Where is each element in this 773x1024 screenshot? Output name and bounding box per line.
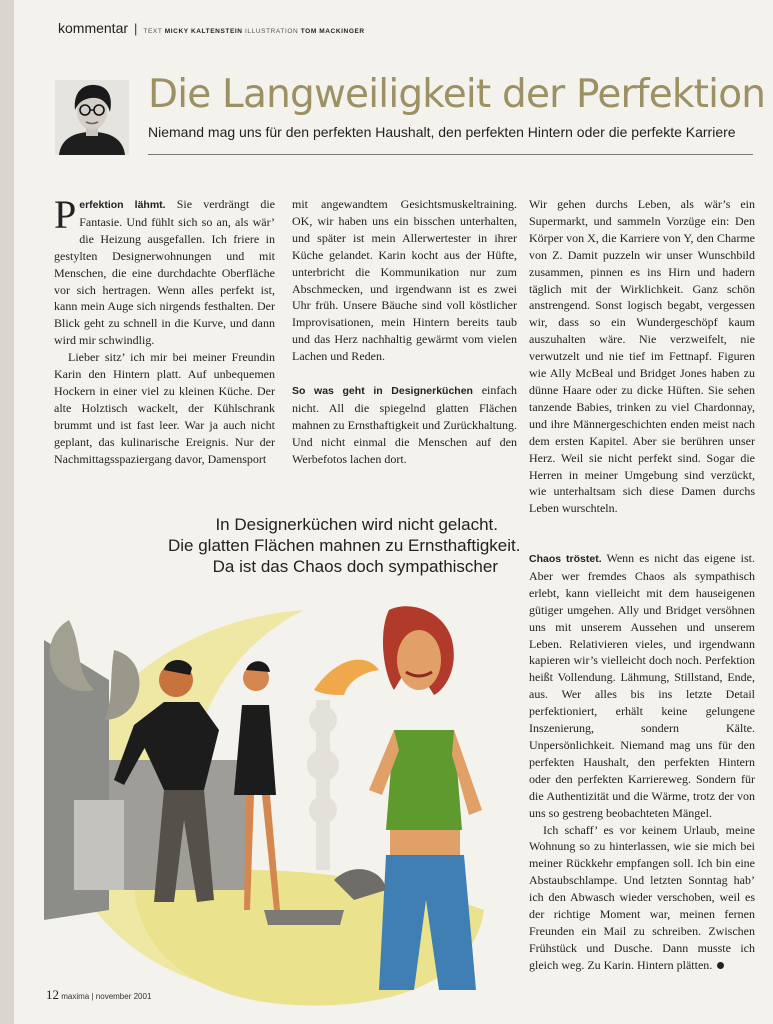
magazine-page	[14, 0, 773, 1024]
footer-divider: |	[91, 992, 94, 1001]
paragraph-text: Sie verdrängt die Fantasie. Und fühlt sich so an, als wär’ die Heizung ausgefallen. Ich friere in gestylten Designerwohnungen und mit Menschen, die eine durchdachte Oberfläche vor sich hertragen. Wenn alles perfekt ist, kann mein Auge sich nirgends festhalten. Der Blick geht zu schnell in die Kurve, und dann wird mir schwindlig.	[54, 197, 275, 348]
pull-quote-line: Die glatten Flächen mahnen zu Ernsthaftigkeit.	[168, 536, 521, 555]
credits-illus-label: ILLUSTRATION	[245, 28, 299, 35]
magazine-name: maxima	[61, 992, 90, 1001]
title-rule	[148, 154, 753, 155]
credits-author: MICKY KALTENSTEIN	[164, 28, 243, 35]
party-illustration-image	[14, 580, 524, 1010]
header-divider: |	[134, 21, 138, 36]
page-footer	[46, 987, 151, 1003]
pull-quote-line: Da ist das Chaos doch sympathischer	[212, 557, 498, 576]
article-subtitle: Niemand mag uns für den perfekten Haushalt, den perfekten Hintern oder die perfekte Karriere	[148, 124, 736, 140]
pull-quote-line: In Designerküchen wird nicht gelacht.	[215, 515, 498, 534]
paragraph	[529, 822, 755, 974]
paragraph	[54, 192, 275, 349]
lead-in: erfektion lähmt.	[79, 199, 166, 211]
credits-illustrator: TOM MACKINGER	[300, 28, 365, 35]
paragraph-text: Ich schaff’ es vor keinem Urlaub, meine Wohnung so zu hinterlassen, wie sie mich bei meiner Rückkehr empfangen soll. Ich bin eine Abstaubschlampe. Und letzten Sonntag hab’ ich den Abwasch wieder verschoben, weil es der richtige Moment war, meinen fernen Freunden ein Mail zu schreiben. Zwischen Frühstück und Dusche. Dann musste ich gleich weg. Zu Karin. Hintern plätten.	[529, 822, 755, 972]
column-3-top	[529, 196, 755, 517]
drop-cap: P	[54, 192, 77, 237]
author-photo	[55, 80, 129, 155]
column-1	[54, 192, 275, 468]
paragraph	[529, 550, 755, 822]
author-portrait-image	[55, 80, 129, 155]
subhead: Chaos tröstet.	[529, 553, 602, 565]
credits-text-label: TEXT	[143, 28, 163, 35]
paragraph: mit angewandtem Gesichtsmuskeltraining. OK, wir haben uns ein bisschen unterhalten, und später ist mein Allerwertester in ihrer Küche gelandet. Karin kocht aus der Hüfte, unterbricht die Kommunikation nur zum Abschmecken, und irgendwann ist es zwei Uhr früh. Unsere Bäuche sind voll köstlicher Improvisationen, mein Hintern bereits taub und das Herz nachhaltig gewärmt vom vielen Lachen und Reden.	[292, 197, 517, 364]
paragraph-text: Wenn es nicht das eigene ist. Aber wer fremdes Chaos als sympathisch erlebt, kann vielleicht mit dem hauseigenen gütiger umgehen. Ally und Bridget versöhnen uns mit unserem Aussehen und unserem Leben. Relativieren vieles, und irgendwann kapieren wir’s vielleicht doch noch. Perfektion heißt Vollendung. Lähmung, Stillstand, Ende, aus. Wer alles bis ins letzte Detail perfektioniert, erhält keine gelungene Inszenierung, sondern Kälte. Unpersönlichkeit. Niemand mag uns für den perfekten Haushalt, den perfekten Hintern oder den perfekten Karriereweg. Sondern für die Authentizität und die Wärme, trotz der von uns so gestreng beobachteten Mängel.	[529, 551, 755, 820]
column-3-bottom	[529, 550, 755, 974]
issue-date: november 2001	[95, 992, 152, 1001]
paragraph-text: einfach nicht. All die spiegelnd glatten Flächen mahnen zu Ernsthaftigkeit und Zurückhaltung. Und nicht einmal die Menschen auf den Werbefotos lachen dort.	[292, 383, 518, 466]
section-label: kommentar	[58, 20, 129, 36]
pull-quote	[168, 514, 521, 577]
page-header	[58, 20, 365, 38]
illustration	[14, 580, 524, 1010]
paragraph: Lieber sitz’ ich mir bei meiner Freundin Karin den Hintern platt. Auf unbequemen Hockern in einer viel zu kleinen Küche. Der alte Holztisch wackelt, der Kühlschrank brummt und ist fast leer. War ja auch nicht geplant, das kulinarische Ereignis. Nur der Nachmittagsspaziergang davor, Damensport	[54, 350, 275, 466]
page-number: 12	[46, 987, 59, 1002]
paragraph	[292, 382, 517, 468]
subhead: So was geht in Designerküchen	[292, 385, 473, 398]
column-2	[292, 196, 517, 468]
end-mark-icon	[717, 962, 724, 969]
credits	[143, 28, 364, 35]
article-title: Die Langweiligkeit der Perfektion	[148, 72, 766, 117]
paragraph: Wir gehen durchs Leben, als wär’s ein Supermarkt, und sammeln Vorzüge ein: Den Körper von X, die Karriere von Y, den Charme von Z. Damit puzzeln wir unser Wunschbild zusammen, pinnen es ins Hirn und hadern täglich mit der Wirklichkeit. Ganz schön anstrengend. Sonst logisch begabt, vergessen wir, dass so ein Wundergeschöpf kaum auszuhalten wäre. Nie verzweifelt, nie verwutzelt und nie tief im Fettnapf. Figuren wie Ally McBeal und Bridget Jones haben zu dünne Haare oder zu dicke Hüften. Sie sehen tanzende Babies, trinken zu viel Chardonnay, und ihre Männergeschichten enden meist nach dem ersten Kapitel. Aber sie berühren unser Herz. Weil sie nicht perfekt sind. Sogar die Herren in meiner Umgebung sind verzückt, wie unterhaltsam sich diese Damen durchs Leben wurschteln.	[529, 197, 755, 516]
